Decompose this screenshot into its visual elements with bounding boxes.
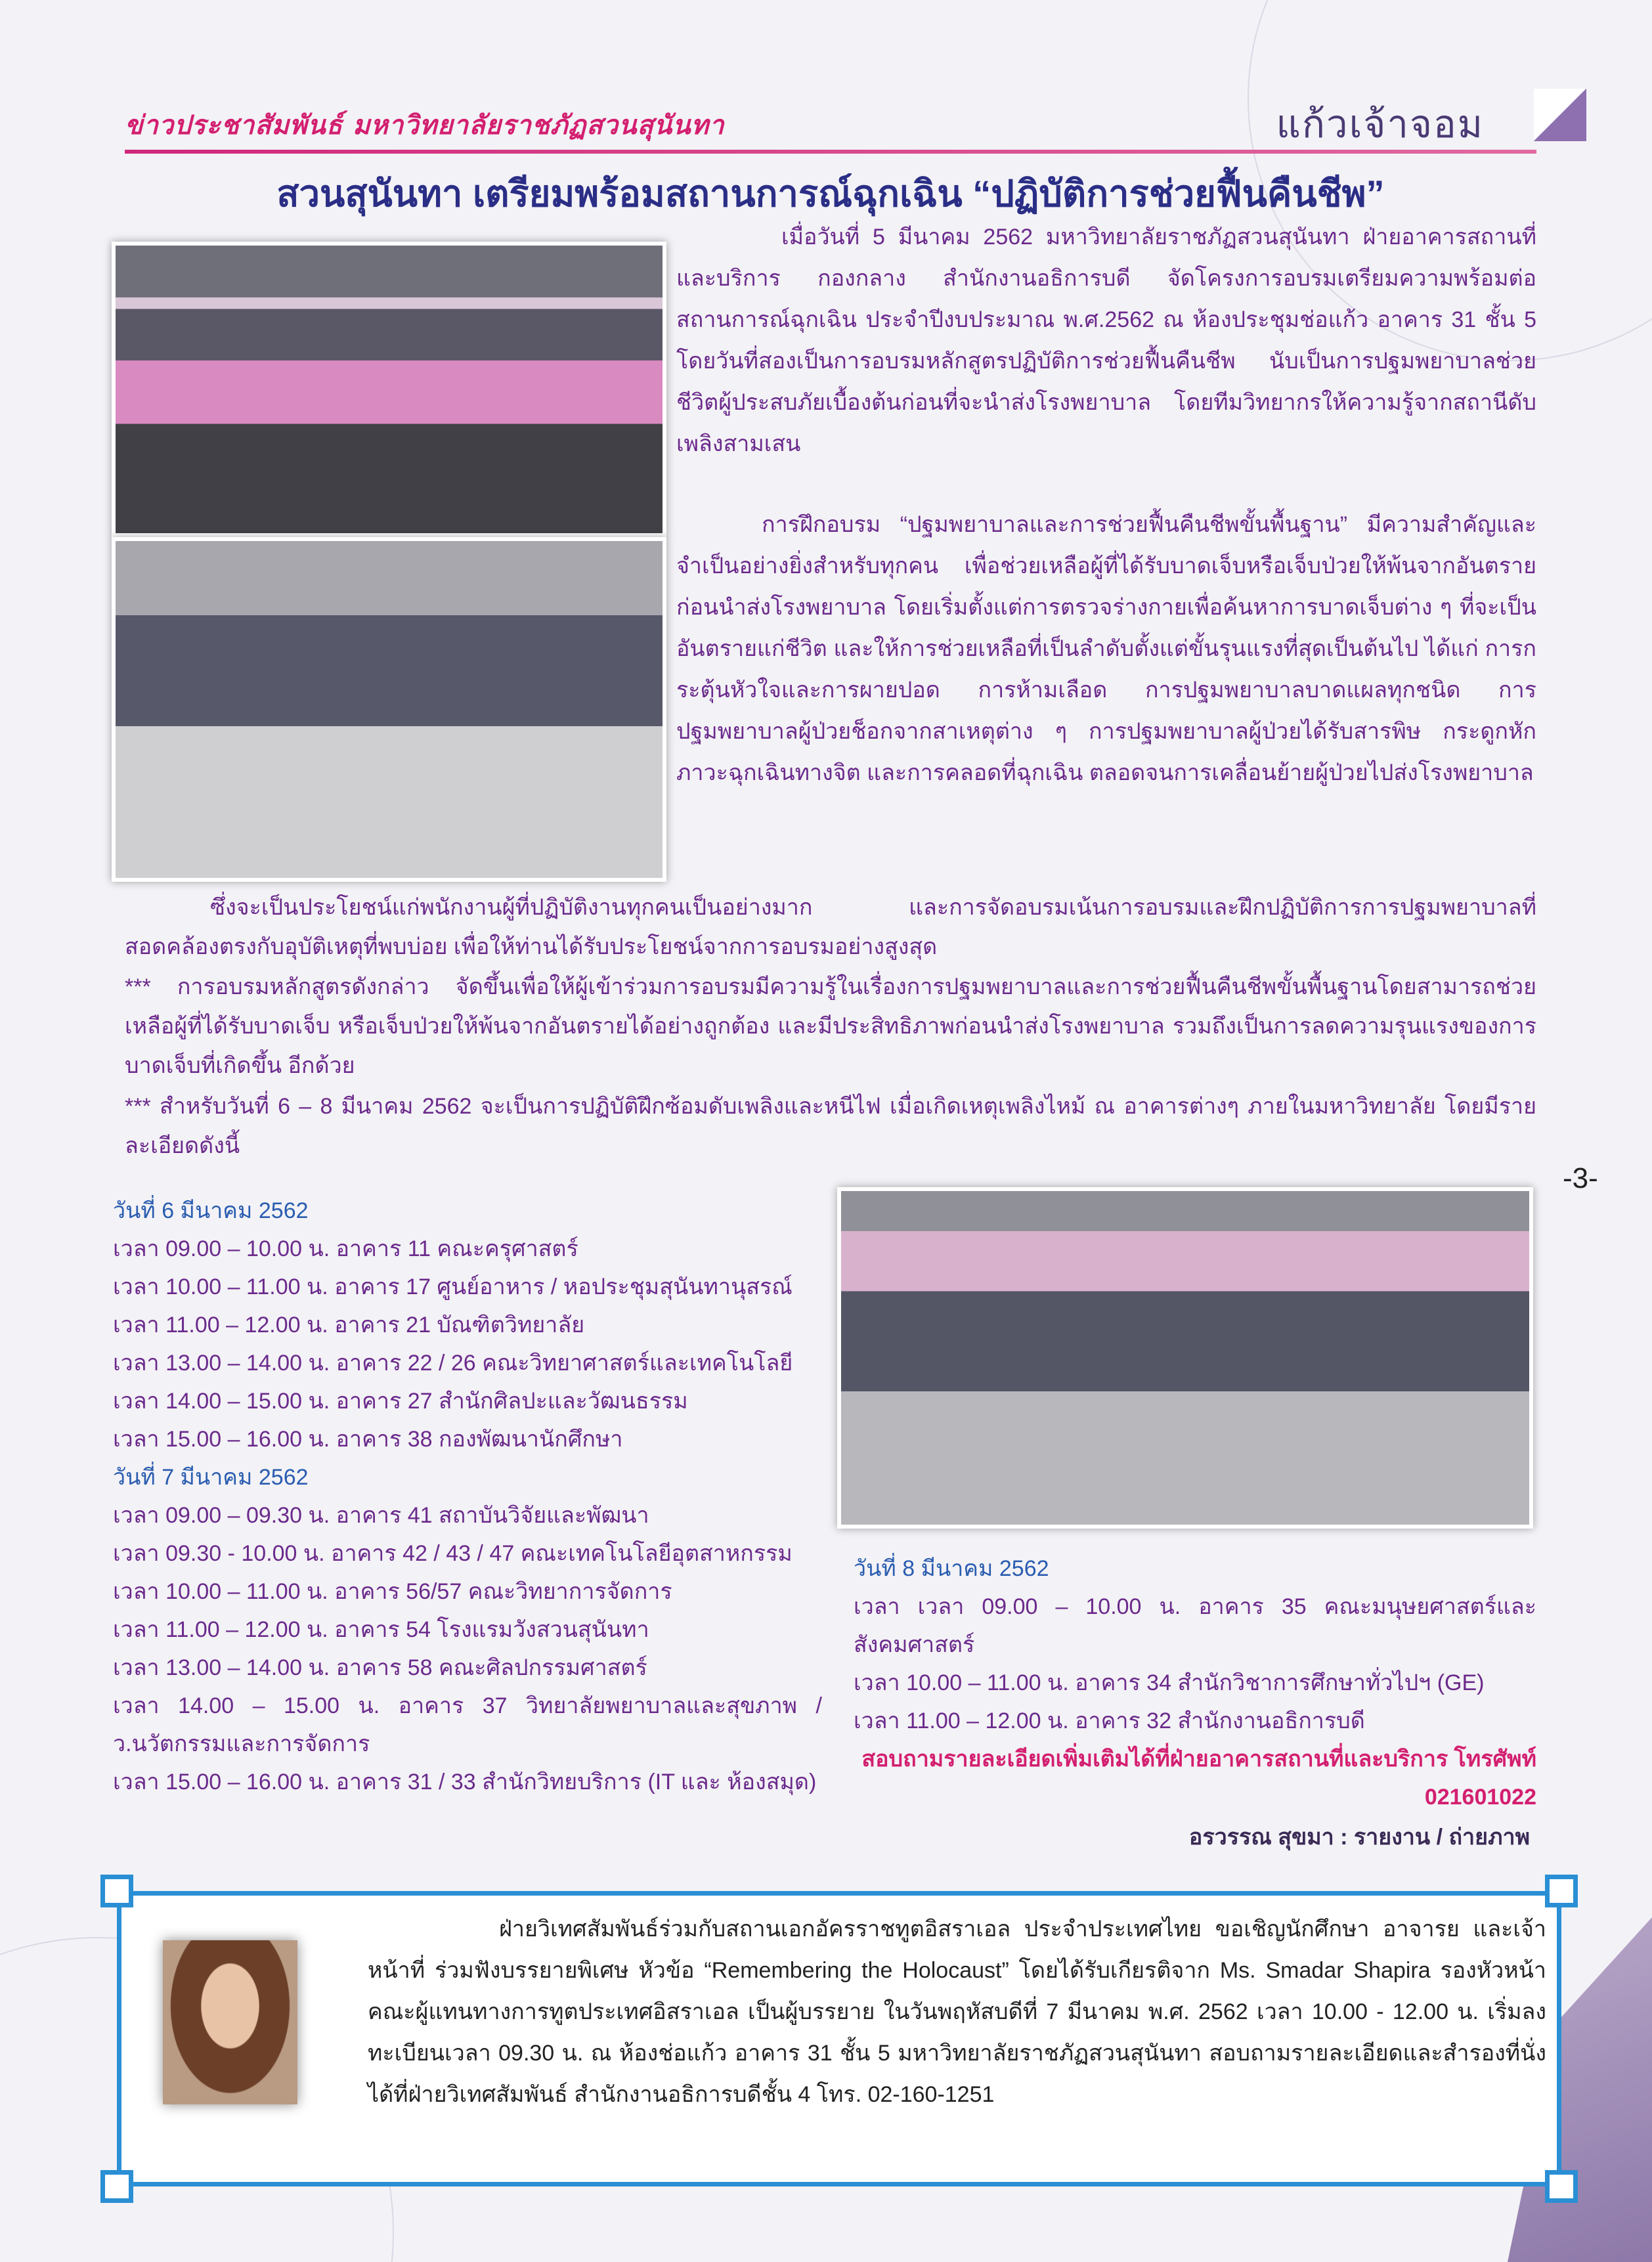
speaker-portrait (163, 1940, 297, 2104)
frame-corner (100, 2170, 133, 2203)
header-section-title: ข่าวประชาสัมพันธ์ มหาวิทยาลัยราชภัฏสวนสุนันทา (125, 110, 725, 141)
intro-paragraph: เมื่อวันที่ 5 มีนาคม 2562 มหาวิทยาลัยราชภัฏสวนสุนันทา ฝ่ายอาคารสถานที่และบริการ กองกลาง สำนักงานอธิการบดี จัดโครงการอบรมเตรียมความพร้อมต่อสถานการณ์ฉุกเฉิน ประจำปีงบประมาณ พ.ศ.2562 ณ ห้องประชุมช่อแก้ว อาคาร 31 ชั้น 5 โดยวันที่สองเป็นการอบรมหลักสูตรปฏิบัติการช่วยฟื้นคืนชีพ นับเป็นการปฐมพยาบาลช่วยชีวิตผู้ประสบภัยเบื้องต้นก่อนที่จะนำส่งโรงพยาบาล โดยทีมวิทยากรให้ความรู้จากสถานีดับเพลิงสามเสน (676, 225, 1536, 456)
article-headline: สวนสุนันทา เตรียมพร้อมสถานการณ์ฉุกเฉิน “ปฏิบัติการช่วยฟื้นคืนชีพ” (276, 173, 1385, 214)
schedule-row: เวลา เวลา 09.00 – 10.00 น. อาคาร 35 คณะมนุษยศาสตร์และสังคมศาสตร์ (854, 1594, 1536, 1657)
schedule-row: เวลา 10.00 – 11.00 น. อาคาร 56/57 คณะวิทยาการจัดการ (113, 1579, 672, 1604)
schedule-row: เวลา 15.00 – 16.00 น. อาคาร 38 กองพัฒนานักศึกษา (113, 1427, 623, 1452)
page-corner-tab (1534, 89, 1586, 141)
schedule-row: เวลา 10.00 – 11.00 น. อาคาร 17 ศูนย์อาหาร / หอประชุมสุนันทานุสรณ์ (113, 1274, 793, 1299)
schedule-row: เวลา 11.00 – 12.00 น. อาคาร 32 สำนักงานอธิการบดี (854, 1708, 1365, 1733)
schedule-row: เวลา 11.00 – 12.00 น. อาคาร 54 โรงแรมวังสวนสุนันทา (113, 1617, 649, 1642)
benefit-paragraph: ซึ่งจะเป็นประโยชน์แก่พนักงานผู้ที่ปฏิบัติงานทุกคนเป็นอย่างมาก และการจัดอบรมเน้นการอบรมและฝึกปฏิบัติการการปฐมพยาบาลที่สอดคล้องตรงกับอุบัติเหตุที่พบบ่อย เพื่อให้ท่านได้รับประโยชน์จากการอบรมอย่างสูงสุด (125, 895, 1536, 959)
page-number: -3- (1563, 1162, 1598, 1194)
schedule-left (113, 1192, 822, 1801)
schedule-right (854, 1550, 1536, 1816)
announcement-text: ฝ่ายวิเทศสัมพันธ์ร่วมกับสถานเอกอัครราชทูตอิสราเอล ประจำประเทศไทย ขอเชิญนักศึกษา อาจารย และเจ้าหน้าที่ ร่วมฟังบรรยายพิเศษ หัวข้อ “Remembering the Holocaust” โดยได้รับเกียรติจาก Ms. Smadar Shapira รองหัวหน้าคณะผู้แทนทางการทูตประเทศอิสราเอล เป็นผู้บรรยาย ในวันพฤหัสบดีที่ 7 มีนาคม พ.ศ. 2562 เวลา 10.00 - 12.00 น. เริ่มลงทะเบียนเวลา 09.30 น. ณ ห้องช่อแก้ว อาคาร 31 ชั้น 5 มหาวิทยาลัยราชภัฏสวนสุนันทา สอบถามรายละเอียดและสำรองที่นั่งได้ที่ฝ่ายวิเทศสัมพันธ์ สำนักงานอธิการบดีชั้น 4 โทร. 02-160-1251 (368, 1917, 1546, 2107)
schedule-day: วันที่ 8 มีนาคม 2562 (854, 1556, 1049, 1581)
header-newsletter-name: แก้วเจ้าจอม (1276, 102, 1484, 146)
schedule-row: เวลา 13.00 – 14.00 น. อาคาร 58 คณะศิลปกรรมศาสตร์ (113, 1655, 647, 1680)
frame-corner (1545, 2170, 1578, 2203)
header-rule (125, 150, 1536, 154)
cpr-training-photo (112, 537, 666, 882)
schedule-row: เวลา 10.00 – 11.00 น. อาคาร 34 สำนักวิชาการศึกษาทั่วไปฯ (GE) (854, 1670, 1485, 1695)
training-paragraph: การฝึกอบรม “ปฐมพยาบาลและการช่วยฟื้นคืนชีพขั้นพื้นฐาน” มีความสำคัญและจำเป็นอย่างยิ่งสำหรับทุกคน เพื่อช่วยเหลือผู้ที่ได้รับบาดเจ็บหรือเจ็บป่วยให้พ้นจากอันตรายก่อนนำส่งโรงพยาบาล โดยเริ่มตั้งแต่การตรวจร่างกายเพื่อค้นหาการบาดเจ็บต่าง ๆ ที่จะเป็นอันตรายแก่ชีวิต และให้การช่วยเหลือที่เป็นลำดับตั้งแต่ขั้นรุนแรงที่สุดเป็นต้นไป ได้แก่ การกระตุ้นหัวใจและการผายปอด การห้ามเลือด การปฐมพยาบาลบาดแผลทุกชนิด การปฐมพยาบาลผู้ป่วยช็อกจากสาเหตุต่าง ๆ การปฐมพยาบาลผู้ป่วยได้รับสารพิษ กระดูกหัก ภาวะฉุกเฉินทางจิต และการคลอดที่ฉุกเฉิน ตลอดจนการเคลื่อนย้ายผู้ป่วยไปส่งโรงพยาบาล (676, 512, 1536, 785)
frame-corner (1545, 1875, 1578, 1907)
newsletter-header (125, 98, 1536, 158)
schedule-row: เวลา 14.00 – 15.00 น. อาคาร 37 วิทยาลัยพยาบาลและสุขภาพ / ว.นวัตกรรมและการจัดการ (113, 1693, 822, 1756)
schedule-row: เวลา 09.00 – 09.30 น. อาคาร 41 สถาบันวิจัยและพัฒนา (113, 1503, 649, 1528)
schedule-row: เวลา 09.00 – 10.00 น. อาคาร 11 คณะครุศาสตร์ (113, 1236, 578, 1261)
contact-info: สอบถามรายละเอียดเพิ่มเติมได้ที่ฝ่ายอาคารสถานที่และบริการ โทรศัพท์ 021601022 (861, 1747, 1536, 1810)
schedule-day: วันที่ 6 มีนาคม 2562 (113, 1198, 309, 1223)
schedule-row: เวลา 13.00 – 14.00 น. อาคาร 22 / 26 คณะวิทยาศาสตร์และเทคโนโลยี (113, 1351, 793, 1376)
breathing-check-photo (837, 1187, 1533, 1529)
schedule-intro-paragraph: *** สำหรับวันที่ 6 – 8 มีนาคม 2562 จะเป็นการปฏิบัติฝึกซ้อมดับเพลิงและหนีไฟ เมื่อเกิดเหตุเพลิงไหม้ ณ อาคารต่างๆ ภายในมหาวิทยาลัย โดยมีรายละเอียดดังนี้ (125, 1094, 1536, 1158)
photo-credit: อรวรรณ สุขมา : รายงาน / ถ่ายภาพ (1188, 1825, 1530, 1850)
schedule-row: เวลา 11.00 – 12.00 น. อาคาร 21 บัณฑิตวิทยาลัย (113, 1313, 585, 1338)
schedule-row: เวลา 09.30 - 10.00 น. อาคาร 42 / 43 / 47 คณะเทคโนโลยีอุตสาหกรรม (113, 1541, 793, 1566)
group-photo (112, 242, 666, 537)
schedule-row: เวลา 15.00 – 16.00 น. อาคาร 31 / 33 สำนักวิทยบริการ (IT และ ห้องสมุด) (113, 1770, 817, 1794)
schedule-row: เวลา 14.00 – 15.00 น. อาคาร 27 สำนักศิลปะและวัฒนธรรม (113, 1389, 688, 1414)
announcement-box (117, 1891, 1561, 2186)
note-paragraph: *** การอบรมหลักสูตรดังกล่าว จัดขึ้นเพื่อให้ผู้เข้าร่วมการอบรมมีความรู้ในเรื่องการปฐมพยาบาลและการช่วยฟื้นคืนชีพขั้นพื้นฐานโดยสามารถช่วยเหลือผู้ที่ได้รับบาดเจ็บ หรือเจ็บป่วยให้พ้นจากอันตรายได้อย่างถูกต้อง และมีประสิทธิภาพก่อนนำส่งโรงพยาบาล รวมถึงเป็นการลดความรุนแรงของการบาดเจ็บที่เกิดขึ้น อีกด้วย (125, 974, 1536, 1078)
schedule-day: วันที่ 7 มีนาคม 2562 (113, 1465, 309, 1490)
frame-corner (100, 1875, 133, 1907)
